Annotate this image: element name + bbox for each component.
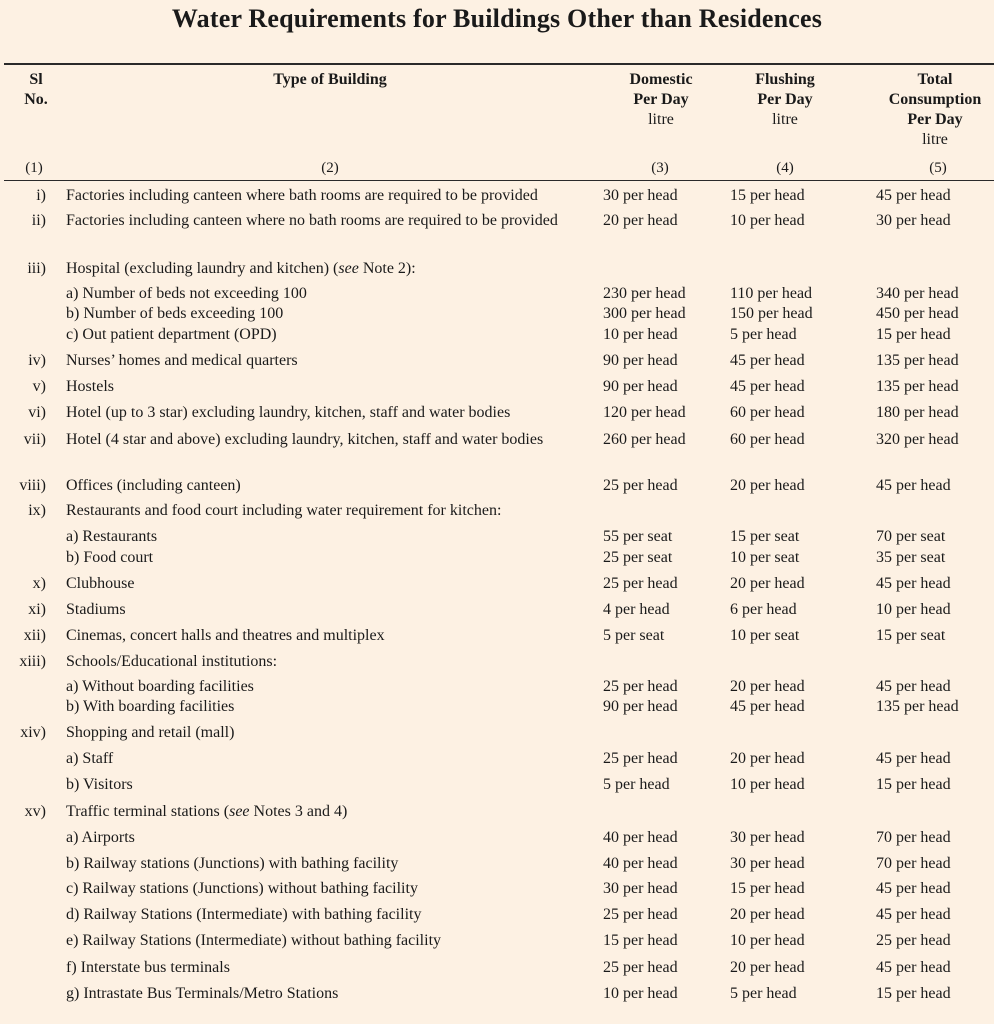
row-flushing: 45 per head bbox=[730, 378, 805, 395]
header-domestic-line2: Per Day bbox=[633, 91, 689, 108]
row-total: 35 per seat bbox=[876, 549, 946, 566]
row-serial: vii) bbox=[23, 431, 46, 448]
row-flushing: 20 per head bbox=[730, 678, 805, 695]
row-flushing: 15 per head bbox=[730, 187, 805, 204]
row-serial: ii) bbox=[31, 212, 46, 229]
row-building-type: Factories including canteen where no bath rooms are required to be provided bbox=[66, 212, 558, 229]
row-domestic: 40 per head bbox=[603, 829, 678, 846]
header-flushing-line2: Per Day bbox=[757, 91, 813, 108]
row-domestic: 20 per head bbox=[603, 212, 678, 229]
header-sl-line1: Sl bbox=[29, 71, 43, 88]
row-serial: iii) bbox=[27, 260, 46, 277]
row-building-type: b) Visitors bbox=[66, 776, 133, 793]
row-building-type: Nurses’ homes and medical quarters bbox=[66, 352, 298, 369]
row-flushing: 60 per head bbox=[730, 404, 805, 421]
row-building-type: a) Restaurants bbox=[66, 528, 158, 545]
row-flushing: 45 per head bbox=[730, 698, 805, 715]
row-total: 340 per head bbox=[876, 285, 959, 302]
header-total-line2: Consumption bbox=[888, 91, 982, 108]
row-domestic: 4 per head bbox=[603, 601, 670, 618]
row-total: 70 per head bbox=[876, 855, 951, 872]
row-flushing: 10 per head bbox=[730, 776, 805, 793]
row-total: 45 per head bbox=[876, 678, 951, 695]
row-building-type: Hostels bbox=[66, 378, 114, 395]
row-building-type: c) Railway stations (Junctions) without bathing facility bbox=[66, 880, 418, 897]
row-domestic: 55 per seat bbox=[603, 528, 673, 545]
row-building-type: g) Intrastate Bus Terminals/Metro Stations bbox=[66, 985, 339, 1002]
row-serial: x) bbox=[32, 575, 46, 592]
row-total: 45 per head bbox=[876, 477, 951, 494]
row-domestic: 25 per head bbox=[603, 477, 678, 494]
row-building-type: Cinemas, concert halls and theatres and multiplex bbox=[66, 627, 385, 644]
row-flushing: 30 per head bbox=[730, 855, 805, 872]
row-flushing: 10 per seat bbox=[730, 549, 800, 566]
row-building-type: Hotel (up to 3 star) excluding laundry, kitchen, staff and water bodies bbox=[66, 404, 511, 421]
row-building-type: Schools/Educational institutions: bbox=[66, 653, 278, 670]
row-serial: iv) bbox=[28, 352, 46, 369]
row-serial: viii) bbox=[19, 477, 46, 494]
row-serial: i) bbox=[36, 187, 46, 204]
column-number-1: (1) bbox=[25, 160, 43, 176]
header-flushing-unit: litre bbox=[772, 111, 798, 128]
row-total: 45 per head bbox=[876, 880, 951, 897]
row-flushing: 20 per head bbox=[730, 906, 805, 923]
row-building-type: Traffic terminal stations (see Notes 3 and 4) bbox=[66, 803, 348, 820]
row-building-type: Hotel (4 star and above) excluding laundry, kitchen, staff and water bodies bbox=[66, 431, 544, 448]
row-total: 180 per head bbox=[876, 404, 959, 421]
row-total: 135 per head bbox=[876, 378, 959, 395]
row-total: 135 per head bbox=[876, 352, 959, 369]
row-domestic: 5 per seat bbox=[603, 627, 665, 644]
row-flushing: 6 per head bbox=[730, 601, 797, 618]
row-total: 25 per head bbox=[876, 932, 951, 949]
row-domestic: 10 per head bbox=[603, 326, 678, 343]
header-domestic-line1: Domestic bbox=[629, 71, 693, 88]
row-flushing: 45 per head bbox=[730, 352, 805, 369]
row-flushing: 110 per head bbox=[730, 285, 813, 302]
row-flushing: 30 per head bbox=[730, 829, 805, 846]
row-flushing: 20 per head bbox=[730, 959, 805, 976]
header-type: Type of Building bbox=[273, 71, 387, 88]
row-total: 70 per seat bbox=[876, 528, 946, 545]
row-flushing: 20 per head bbox=[730, 477, 805, 494]
row-domestic: 90 per head bbox=[603, 378, 678, 395]
row-serial: ix) bbox=[28, 502, 46, 519]
header-sl-line2: No. bbox=[24, 91, 48, 108]
row-flushing: 15 per head bbox=[730, 880, 805, 897]
row-total: 15 per seat bbox=[876, 627, 946, 644]
row-building-type: b) Number of beds exceeding 100 bbox=[66, 305, 284, 322]
row-flushing: 5 per head bbox=[730, 326, 797, 343]
row-flushing: 15 per seat bbox=[730, 528, 800, 545]
row-serial: xii) bbox=[23, 627, 46, 644]
row-total: 320 per head bbox=[876, 431, 959, 448]
row-building-type: a) Airports bbox=[66, 829, 135, 846]
row-flushing: 20 per head bbox=[730, 750, 805, 767]
row-serial: vi) bbox=[28, 404, 46, 421]
row-total: 15 per head bbox=[876, 326, 951, 343]
row-total: 135 per head bbox=[876, 698, 959, 715]
row-domestic: 300 per head bbox=[603, 305, 686, 322]
row-building-type: Factories including canteen where bath rooms are required to be provided bbox=[66, 187, 538, 204]
row-building-type: e) Railway Stations (Intermediate) without bathing facility bbox=[66, 932, 442, 949]
row-building-type: a) Without boarding facilities bbox=[66, 678, 254, 695]
row-total: 30 per head bbox=[876, 212, 951, 229]
row-flushing: 10 per seat bbox=[730, 627, 800, 644]
row-domestic: 40 per head bbox=[603, 855, 678, 872]
row-total: 450 per head bbox=[876, 305, 959, 322]
row-domestic: 230 per head bbox=[603, 285, 686, 302]
row-building-type: d) Railway Stations (Intermediate) with bathing facility bbox=[66, 906, 422, 923]
row-total: 10 per head bbox=[876, 601, 951, 618]
row-building-type: b) Food court bbox=[66, 549, 154, 566]
row-total: 45 per head bbox=[876, 959, 951, 976]
row-domestic: 25 per seat bbox=[603, 549, 673, 566]
row-domestic: 90 per head bbox=[603, 698, 678, 715]
row-domestic: 15 per head bbox=[603, 932, 678, 949]
row-flushing: 10 per head bbox=[730, 212, 805, 229]
row-building-type: Clubhouse bbox=[66, 575, 135, 592]
header-domestic-unit: litre bbox=[648, 111, 674, 128]
row-domestic: 10 per head bbox=[603, 985, 678, 1002]
column-number-5: (5) bbox=[929, 160, 947, 176]
row-building-type: Hospital (excluding laundry and kitchen) (see Note 2): bbox=[66, 260, 416, 277]
column-number-4: (4) bbox=[776, 160, 794, 176]
row-serial: xiii) bbox=[19, 653, 46, 670]
row-flushing: 60 per head bbox=[730, 431, 805, 448]
row-building-type: Shopping and retail (mall) bbox=[66, 724, 235, 741]
row-serial: xv) bbox=[24, 803, 46, 820]
row-building-type: Offices (including canteen) bbox=[66, 477, 241, 494]
row-building-type: b) Railway stations (Junctions) with bathing facility bbox=[66, 855, 399, 872]
row-building-type: f) Interstate bus terminals bbox=[66, 959, 230, 976]
row-building-type: a) Staff bbox=[66, 750, 114, 767]
row-domestic: 25 per head bbox=[603, 750, 678, 767]
row-total: 45 per head bbox=[876, 187, 951, 204]
row-domestic: 260 per head bbox=[603, 431, 686, 448]
row-total: 45 per head bbox=[876, 575, 951, 592]
column-number-3: (3) bbox=[651, 160, 669, 176]
row-domestic: 25 per head bbox=[603, 678, 678, 695]
row-serial: xi) bbox=[28, 601, 46, 618]
row-domestic: 120 per head bbox=[603, 404, 686, 421]
row-domestic: 90 per head bbox=[603, 352, 678, 369]
row-domestic: 25 per head bbox=[603, 906, 678, 923]
row-flushing: 20 per head bbox=[730, 575, 805, 592]
row-serial: xiv) bbox=[20, 724, 46, 741]
row-domestic: 30 per head bbox=[603, 880, 678, 897]
row-domestic: 30 per head bbox=[603, 187, 678, 204]
page-title: Water Requirements for Buildings Other than Residences bbox=[171, 4, 823, 33]
row-building-type: b) With boarding facilities bbox=[66, 698, 235, 715]
row-total: 15 per head bbox=[876, 985, 951, 1002]
header-flushing-line1: Flushing bbox=[755, 71, 815, 88]
row-total: 15 per head bbox=[876, 776, 951, 793]
row-domestic: 5 per head bbox=[603, 776, 670, 793]
header-total-unit: litre bbox=[922, 131, 948, 148]
row-total: 45 per head bbox=[876, 906, 951, 923]
row-flushing: 5 per head bbox=[730, 985, 797, 1002]
row-flushing: 10 per head bbox=[730, 932, 805, 949]
row-building-type: Restaurants and food court including water requirement for kitchen: bbox=[66, 502, 502, 519]
row-total: 45 per head bbox=[876, 750, 951, 767]
header-total-line1: Total bbox=[917, 71, 953, 88]
row-domestic: 25 per head bbox=[603, 959, 678, 976]
row-serial: v) bbox=[32, 378, 46, 395]
row-building-type: Stadiums bbox=[66, 601, 126, 618]
column-number-2: (2) bbox=[321, 160, 339, 176]
row-domestic: 25 per head bbox=[603, 575, 678, 592]
row-flushing: 150 per head bbox=[730, 305, 813, 322]
row-total: 70 per head bbox=[876, 829, 951, 846]
header-total-line3: Per Day bbox=[907, 111, 963, 128]
row-building-type: a) Number of beds not exceeding 100 bbox=[66, 285, 307, 302]
row-building-type: c) Out patient department (OPD) bbox=[66, 326, 277, 343]
